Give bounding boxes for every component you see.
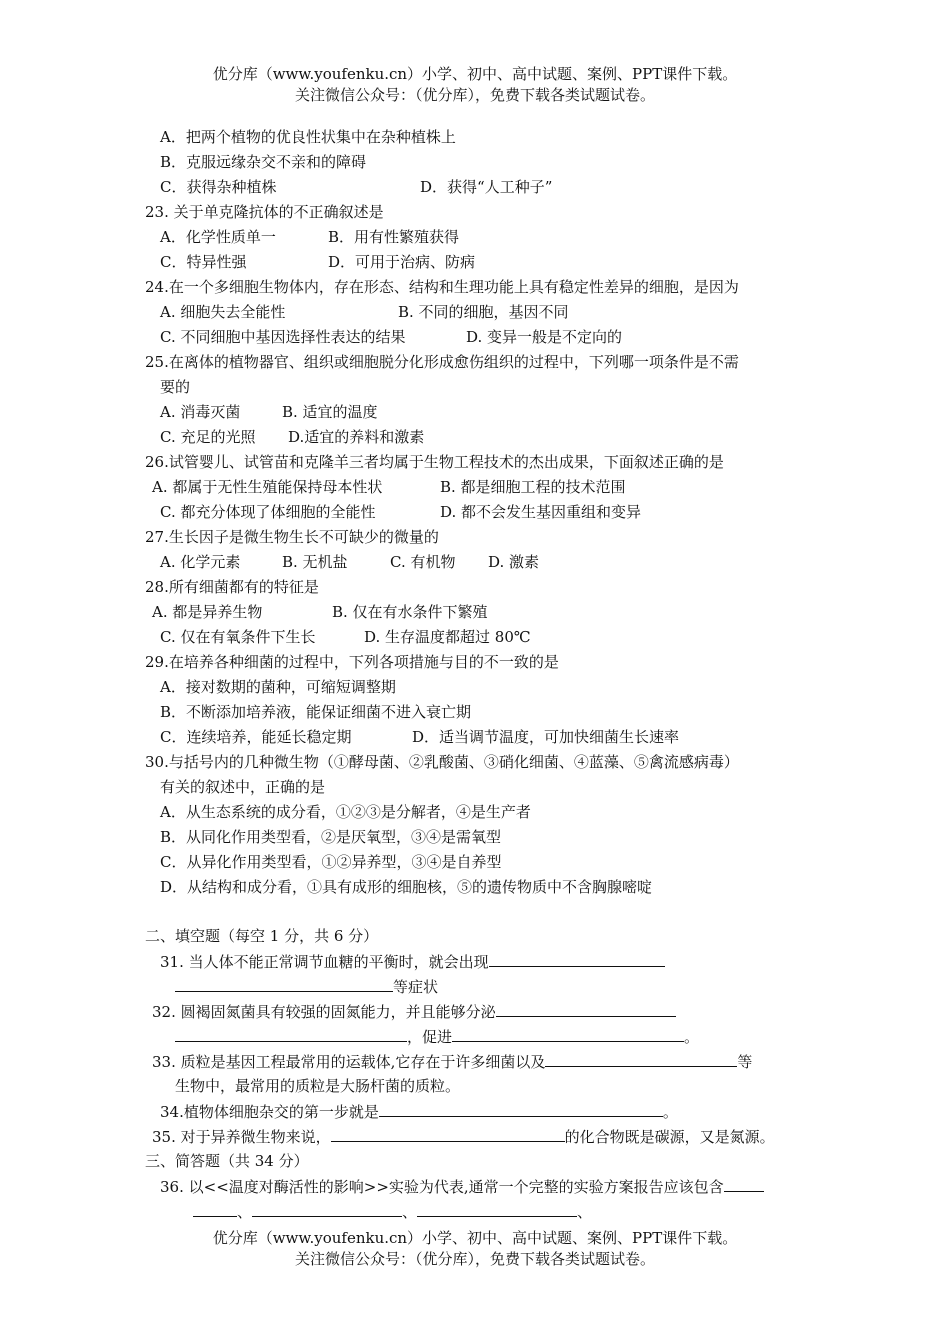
q26-stem: 26.试管婴儿、试管苗和克隆羊三者均属于生物工程技术的杰出成果，下面叙述正确的是 bbox=[145, 453, 724, 471]
q34-line bbox=[160, 1100, 678, 1123]
q30-stem: 30.与括号内的几种微生物（①酵母菌、②乳酸菌、③硝化细菌、④蓝藻、⑤禽流感病毒） bbox=[145, 753, 739, 771]
section-2-title: 二、填空题（每空 1 分，共 6 分） bbox=[145, 927, 379, 945]
q28-option-b: B. 仅在有水条件下繁殖 bbox=[332, 603, 488, 621]
q23-stem: 23. 关于单克隆抗体的不正确叙述是 bbox=[145, 203, 384, 221]
q32-line-2 bbox=[175, 1025, 699, 1048]
q22-option-c: C．获得杂种植株 bbox=[160, 178, 277, 196]
q32-blank-3[interactable] bbox=[452, 1025, 684, 1042]
q25-stem-cont: 要的 bbox=[160, 378, 191, 396]
q24-option-b: B. 不同的细胞，基因不同 bbox=[398, 303, 569, 321]
q28-option-c: C. 仅在有氧条件下生长 bbox=[160, 628, 316, 646]
q24-option-c: C. 不同细胞中基因选择性表达的结果 bbox=[160, 328, 406, 346]
q29-option-c: C．连续培养，能延长稳定期 bbox=[160, 728, 352, 746]
q32-mid: ，促进 bbox=[407, 1028, 453, 1046]
q24-stem: 24.在一个多细胞生物体内，存在形态、结构和生理功能上具有稳定性差异的细胞，是因为 bbox=[145, 278, 739, 296]
q33-line-2: 生物中，最常用的质粒是大肠杆菌的质粒。 bbox=[175, 1077, 461, 1095]
q30-stem-cont: 有关的叙述中，正确的是 bbox=[160, 778, 326, 796]
q34-blank[interactable] bbox=[379, 1100, 663, 1117]
q31-blank-2[interactable] bbox=[175, 975, 393, 992]
q25-option-b: B. 适宜的温度 bbox=[282, 403, 378, 421]
q36-line-2 bbox=[193, 1200, 592, 1223]
footer-line-2: 关注微信公众号：（优分库），免费下载各类试题试卷。 bbox=[294, 1250, 655, 1268]
q23-option-b: B．用有性繁殖获得 bbox=[328, 228, 460, 246]
q31-text: 31. 当人体不能正常调节血糖的平衡时，就会出现 bbox=[160, 953, 489, 971]
q33-text: 33. 质粒是基因工程最常用的运载体,它存在于许多细菌以及 bbox=[152, 1053, 546, 1071]
q24-option-d: D. 变异一般是不定向的 bbox=[466, 328, 623, 346]
q26-option-c: C. 都充分体现了体细胞的全能性 bbox=[160, 503, 376, 521]
page-footer bbox=[0, 1228, 950, 1270]
q23-option-d: D．可用于治病、防病 bbox=[328, 253, 476, 271]
q32-line-1 bbox=[152, 1000, 676, 1023]
header-line-1: 优分库（www.youfenku.cn）小学、初中、高中试题、案例、PPT课件下载。 bbox=[212, 65, 738, 83]
q23-option-c: C．特异性强 bbox=[160, 253, 247, 271]
q34-text: 34.植物体细胞杂交的第一步就是 bbox=[160, 1103, 379, 1121]
q35-text: 35. 对于异养微生物来说， bbox=[152, 1128, 331, 1146]
q29-option-a: A．接对数期的菌种，可缩短调整期 bbox=[160, 678, 396, 696]
q22-option-a: A．把两个植物的优良性状集中在杂种植株上 bbox=[160, 128, 456, 146]
q32-blank-1[interactable] bbox=[496, 1000, 676, 1017]
q25-option-c: C. 充足的光照 bbox=[160, 428, 256, 446]
q33-suffix: 等 bbox=[737, 1053, 753, 1071]
q36-blank-1[interactable] bbox=[724, 1175, 764, 1192]
q26-option-d: D. 都不会发生基因重组和变异 bbox=[440, 503, 642, 521]
q24-option-a: A. 细胞失去全能性 bbox=[160, 303, 286, 321]
q29-option-d: D．适当调节温度，可加快细菌生长速率 bbox=[412, 728, 680, 746]
q28-option-a: A. 都是异养生物 bbox=[152, 603, 263, 621]
q36-blank-1-cont[interactable] bbox=[193, 1200, 237, 1217]
q32-blank-2[interactable] bbox=[175, 1025, 407, 1042]
q26-option-b: B. 都是细胞工程的技术范围 bbox=[440, 478, 626, 496]
q30-option-c: C．从异化作用类型看，①②异养型，③④是自养型 bbox=[160, 853, 502, 871]
q32-end: 。 bbox=[684, 1028, 700, 1046]
q22-option-d: D．获得“人工种子” bbox=[420, 178, 553, 196]
q33-blank[interactable] bbox=[545, 1050, 737, 1067]
q35-line bbox=[152, 1125, 775, 1148]
q27-stem: 27.生长因子是微生物生长不可缺少的微量的 bbox=[145, 528, 439, 546]
q31-line-2 bbox=[175, 975, 438, 998]
q33-line-1 bbox=[152, 1050, 752, 1073]
q34-end: 。 bbox=[662, 1103, 678, 1121]
q35-blank[interactable] bbox=[331, 1125, 565, 1142]
q27-option-c: C. 有机物 bbox=[390, 553, 456, 571]
q31-suffix: 等症状 bbox=[393, 978, 439, 996]
q29-stem: 29.在培养各种细菌的过程中，下列各项措施与目的不一致的是 bbox=[145, 653, 559, 671]
q25-stem: 25.在离体的植物器官、组织或细胞脱分化形成愈伤组织的过程中，下列哪一项条件是不需 bbox=[145, 353, 739, 371]
q23-option-a: A．化学性质单一 bbox=[160, 228, 276, 246]
q36-sep-1: 、 bbox=[237, 1203, 253, 1221]
q36-line-1 bbox=[160, 1175, 764, 1198]
footer-line-1: 优分库（www.youfenku.cn）小学、初中、高中试题、案例、PPT课件下载。 bbox=[212, 1229, 738, 1247]
q36-sep-3: 、 bbox=[577, 1203, 593, 1221]
header-line-2: 关注微信公众号：（优分库），免费下载各类试题试卷。 bbox=[294, 86, 655, 104]
q32-text: 32. 圆褐固氮菌具有较强的固氮能力，并且能够分泌 bbox=[152, 1003, 496, 1021]
q25-option-a: A. 消毒灭菌 bbox=[160, 403, 241, 421]
q26-option-a: A. 都属于无性生殖能保持母本性状 bbox=[152, 478, 383, 496]
q36-text: 36. 以<<温度对酶活性的影响>>实验为代表,通常一个完整的实验方案报告应该包含 bbox=[160, 1178, 724, 1196]
q30-option-b: B．从同化作用类型看，②是厌氧型，③④是需氧型 bbox=[160, 828, 502, 846]
q29-option-b: B．不断添加培养液，能保证细菌不进入衰亡期 bbox=[160, 703, 472, 721]
q31-blank-1[interactable] bbox=[489, 950, 665, 967]
q27-option-b: B. 无机盐 bbox=[282, 553, 348, 571]
q31-line-1 bbox=[160, 950, 665, 973]
q28-stem: 28.所有细菌都有的特征是 bbox=[145, 578, 319, 596]
q28-option-d: D. 生存温度都超过 80℃ bbox=[364, 628, 531, 646]
page-header bbox=[0, 64, 950, 106]
q27-option-a: A. 化学元素 bbox=[160, 553, 241, 571]
q36-blank-3[interactable] bbox=[417, 1200, 577, 1217]
q22-option-b: B．克服远缘杂交不亲和的障碍 bbox=[160, 153, 367, 171]
section-3-title: 三、简答题（共 34 分） bbox=[145, 1152, 309, 1170]
q25-option-d: D.适宜的养料和激素 bbox=[288, 428, 425, 446]
q27-option-d: D. 激素 bbox=[488, 553, 540, 571]
q30-option-d: D．从结构和成分看，①具有成形的细胞核，⑤的遗传物质中不含胸腺嘧啶 bbox=[160, 878, 653, 896]
q30-option-a: A．从生态系统的成分看，①②③是分解者，④是生产者 bbox=[160, 803, 531, 821]
q36-sep-2: 、 bbox=[402, 1203, 418, 1221]
q35-suffix: 的化合物既是碳源，又是氮源。 bbox=[564, 1128, 775, 1146]
q36-blank-2[interactable] bbox=[252, 1200, 402, 1217]
